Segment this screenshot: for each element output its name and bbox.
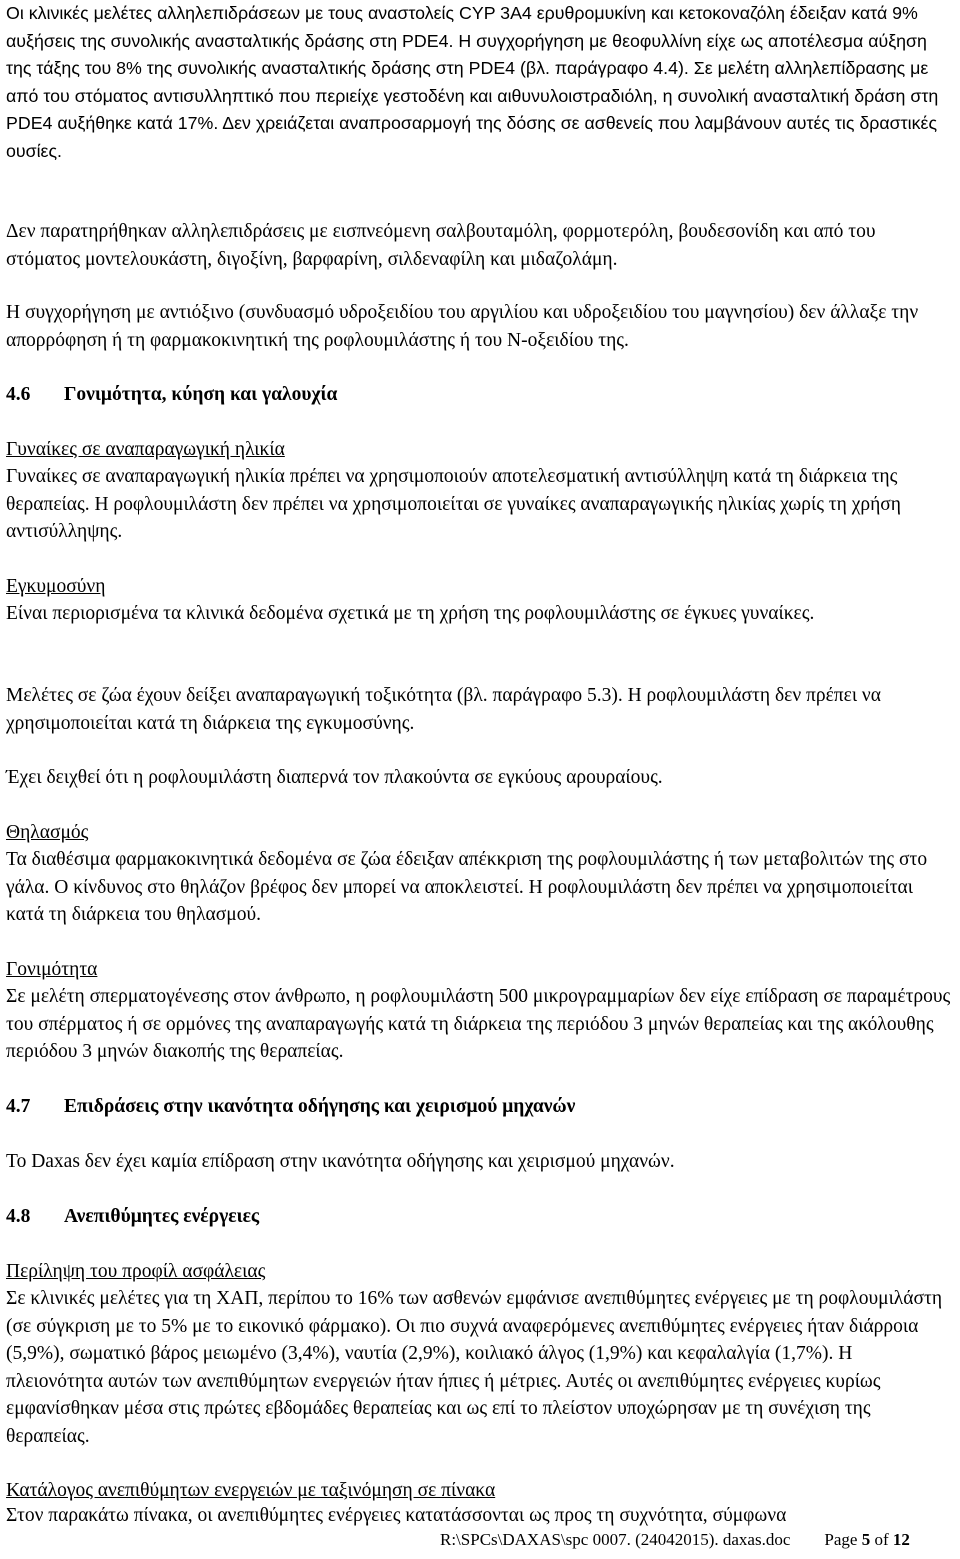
no-interactions-paragraph: Δεν παρατηρήθηκαν αλληλεπιδράσεις με εισπνεόμενη σαλβουταμόλη, φορμοτερόλη, βουδεσονίδη και από του στόματος μοντελουκάστη, διγοξίνη, βαρφαρίνη, σιλδεναφίλη και μιδαζολάμη. <box>6 221 876 270</box>
women-paragraph: Γυναίκες σε αναπαραγωγική ηλικία πρέπει να χρησιμοποιούν αποτελεσματική αντισύλληψη κατά τη διάρκεια της θεραπείας. Η ροφλουμιλάστη δεν πρέπει να χρησιμοποιείται σε γυναίκες αναπαραγωγικής ηλικίας χωρίς τη χρήση αντισύλληψης. <box>6 466 902 542</box>
tabulated-list-heading: Κατάλογος ανεπιθύμητων ενεργειών με ταξινόμηση σε πίνακα <box>6 1480 496 1501</box>
footer-of-word: of <box>874 1530 889 1549</box>
pregnancy-paragraph-2: Μελέτες σε ζώα έχουν δείξει αναπαραγωγική τοξικότητα (βλ. παράγραφο 5.3). Η ροφλουμιλάστη δεν πρέπει να χρησιμοποιείται κατά τη διάρκεια της εγκυμοσύνης. <box>6 685 881 734</box>
section-number: 4.7 <box>6 1096 31 1117</box>
footer-page-total: 12 <box>892 1530 910 1549</box>
driving-paragraph: Το Daxas δεν έχει καμία επίδραση στην ικανότητα οδήγησης και χειρισμού μηχανών. <box>6 1151 675 1172</box>
page-footer <box>440 1530 910 1550</box>
section-number: 4.6 <box>6 384 31 405</box>
section-title: Ανεπιθύμητες ενέργειες <box>64 1206 260 1227</box>
pregnancy-paragraph-1: Είναι περιορισμένα τα κλινικά δεδομένα σχετικά με τη χρήση της ροφλουμιλάστης σε έγκυες γυναίκες. <box>6 603 815 624</box>
section-4-8-heading <box>6 1203 259 1231</box>
section-4-7-heading <box>6 1093 575 1121</box>
lactation-heading: Θηλασμός <box>6 822 89 843</box>
section-title: Επιδράσεις στην ικανότητα οδήγησης και χειρισμού μηχανών <box>64 1096 576 1117</box>
tabulated-list-paragraph: Στον παρακάτω πίνακα, οι ανεπιθύμητες ενέργειες κατατάσσονται ως προς τη συχνότητα, σύμφωνα <box>6 1505 787 1526</box>
women-heading: Γυναίκες σε αναπαραγωγική ηλικία <box>6 439 285 460</box>
fertility-paragraph: Σε μελέτη σπερματογένεσης στον άνθρωπο, η ροφλουμιλάστη 500 μικρογραμμαρίων δεν είχε επίδραση σε παραμέτρους του σπέρματος ή σε ορμόνες της αναπαραγωγής κατά τη διάρκεια της περιόδου 3 μηνών θεραπείας και της ακόλουθης περιόδου 3 μηνών διακοπής της θεραπείας. <box>6 986 951 1062</box>
section-number: 4.8 <box>6 1206 31 1227</box>
pregnancy-paragraph-3: Έχει δειχθεί ότι η ροφλουμιλάστη διαπερνά τον πλακούντα σε εγκύους αρουραίους. <box>6 767 663 788</box>
cyp-interactions-paragraph: Οι κλινικές μελέτες αλληλεπιδράσεων με τους αναστολείς CYP 3A4 ερυθρομυκίνη και κετοκοναζόλη έδειξαν κατά 9% αυξήσεις της συνολικής ανασταλτικής δράσης στη PDE4. Η συγχορήγηση με θεοφυλλίνη είχε ως αποτέλεσμα αύξηση της τάξης του 8% της συνολικής ανασταλτικής δράσης στη PDE4 (βλ. παράγραφο 4.4). Σε μελέτη αλληλεπίδρασης με από του στόματος αντισυλληπτικό που περιείχε γεστοδένη και αιθυνυλοιστραδιόλη, η συνολική ανασταλτική δράση στη PDE4 αυξήθηκε κατά 17%. Δεν χρειάζεται αναπροσαρμογή της δόσης σε ασθενείς που λαμβάνουν αυτές τις δραστικές ουσίες. <box>6 3 939 161</box>
fertility-heading: Γονιμότητα <box>6 959 98 980</box>
safety-profile-heading: Περίληψη του προφίλ ασφάλειας <box>6 1261 266 1282</box>
lactation-paragraph: Τα διαθέσιμα φαρμακοκινητικά δεδομένα σε ζώα έδειξαν απέκκριση της ροφλουμιλάστης ή των μεταβολιτών της στο γάλα. Ο κίνδυνος στο θηλάζον βρέφος δεν μπορεί να αποκλειστεί. Η ροφλουμιλάστη δεν πρέπει να χρησιμοποιείται κατά τη διάρκεια του θηλασμού. <box>6 849 928 925</box>
safety-profile-paragraph: Σε κλινικές μελέτες για τη ΧΑΠ, περίπου το 16% των ασθενών εμφάνισε ανεπιθύμητες ενέργειες με τη ροφλουμιλάστη (σε σύγκριση με το 5% με το εικονικό φάρμακο). Οι πιο συχνά αναφερόμενες ανεπιθύμητες ενέργειες ήταν διάρροια (5,9%), σωματικό βάρος μειωμένο (3,4%), ναυτία (2,9%), κοιλιακό άλγος (1,9%) και κεφαλαλγία (1,7%). Η πλειονότητα αυτών των ανεπιθύμητων ενεργειών ήταν ήπιες ή μέτριες. Αυτές οι ανεπιθύμητες ενέργειες κυρίως εμφανίσθηκαν μέσα στις πρώτες εβδομάδες θεραπείας και ως επί το πλείστον υποχώρησαν με τη συνέχιση της θεραπείας. <box>6 1288 943 1447</box>
pregnancy-heading: Εγκυμοσύνη <box>6 576 106 597</box>
section-title: Γονιμότητα, κύηση και γαλουχία <box>64 384 338 405</box>
footer-file-path: R:\SPCs\DAXAS\spc 0007. (24042015). daxas.doc <box>440 1530 791 1549</box>
antacid-paragraph: Η συγχορήγηση με αντιόξινο (συνδυασμό υδροξειδίου του αργιλίου και υδροξειδίου του μαγνησίου) δεν άλλαξε την απορρόφηση ή τη φαρμακοκινητική της ροφλουμιλάστης ή του Ν-οξειδίου της. <box>6 302 919 351</box>
section-4-6-heading <box>6 381 337 409</box>
footer-page-number: 5 <box>861 1530 871 1549</box>
footer-page-word: Page <box>824 1530 858 1549</box>
